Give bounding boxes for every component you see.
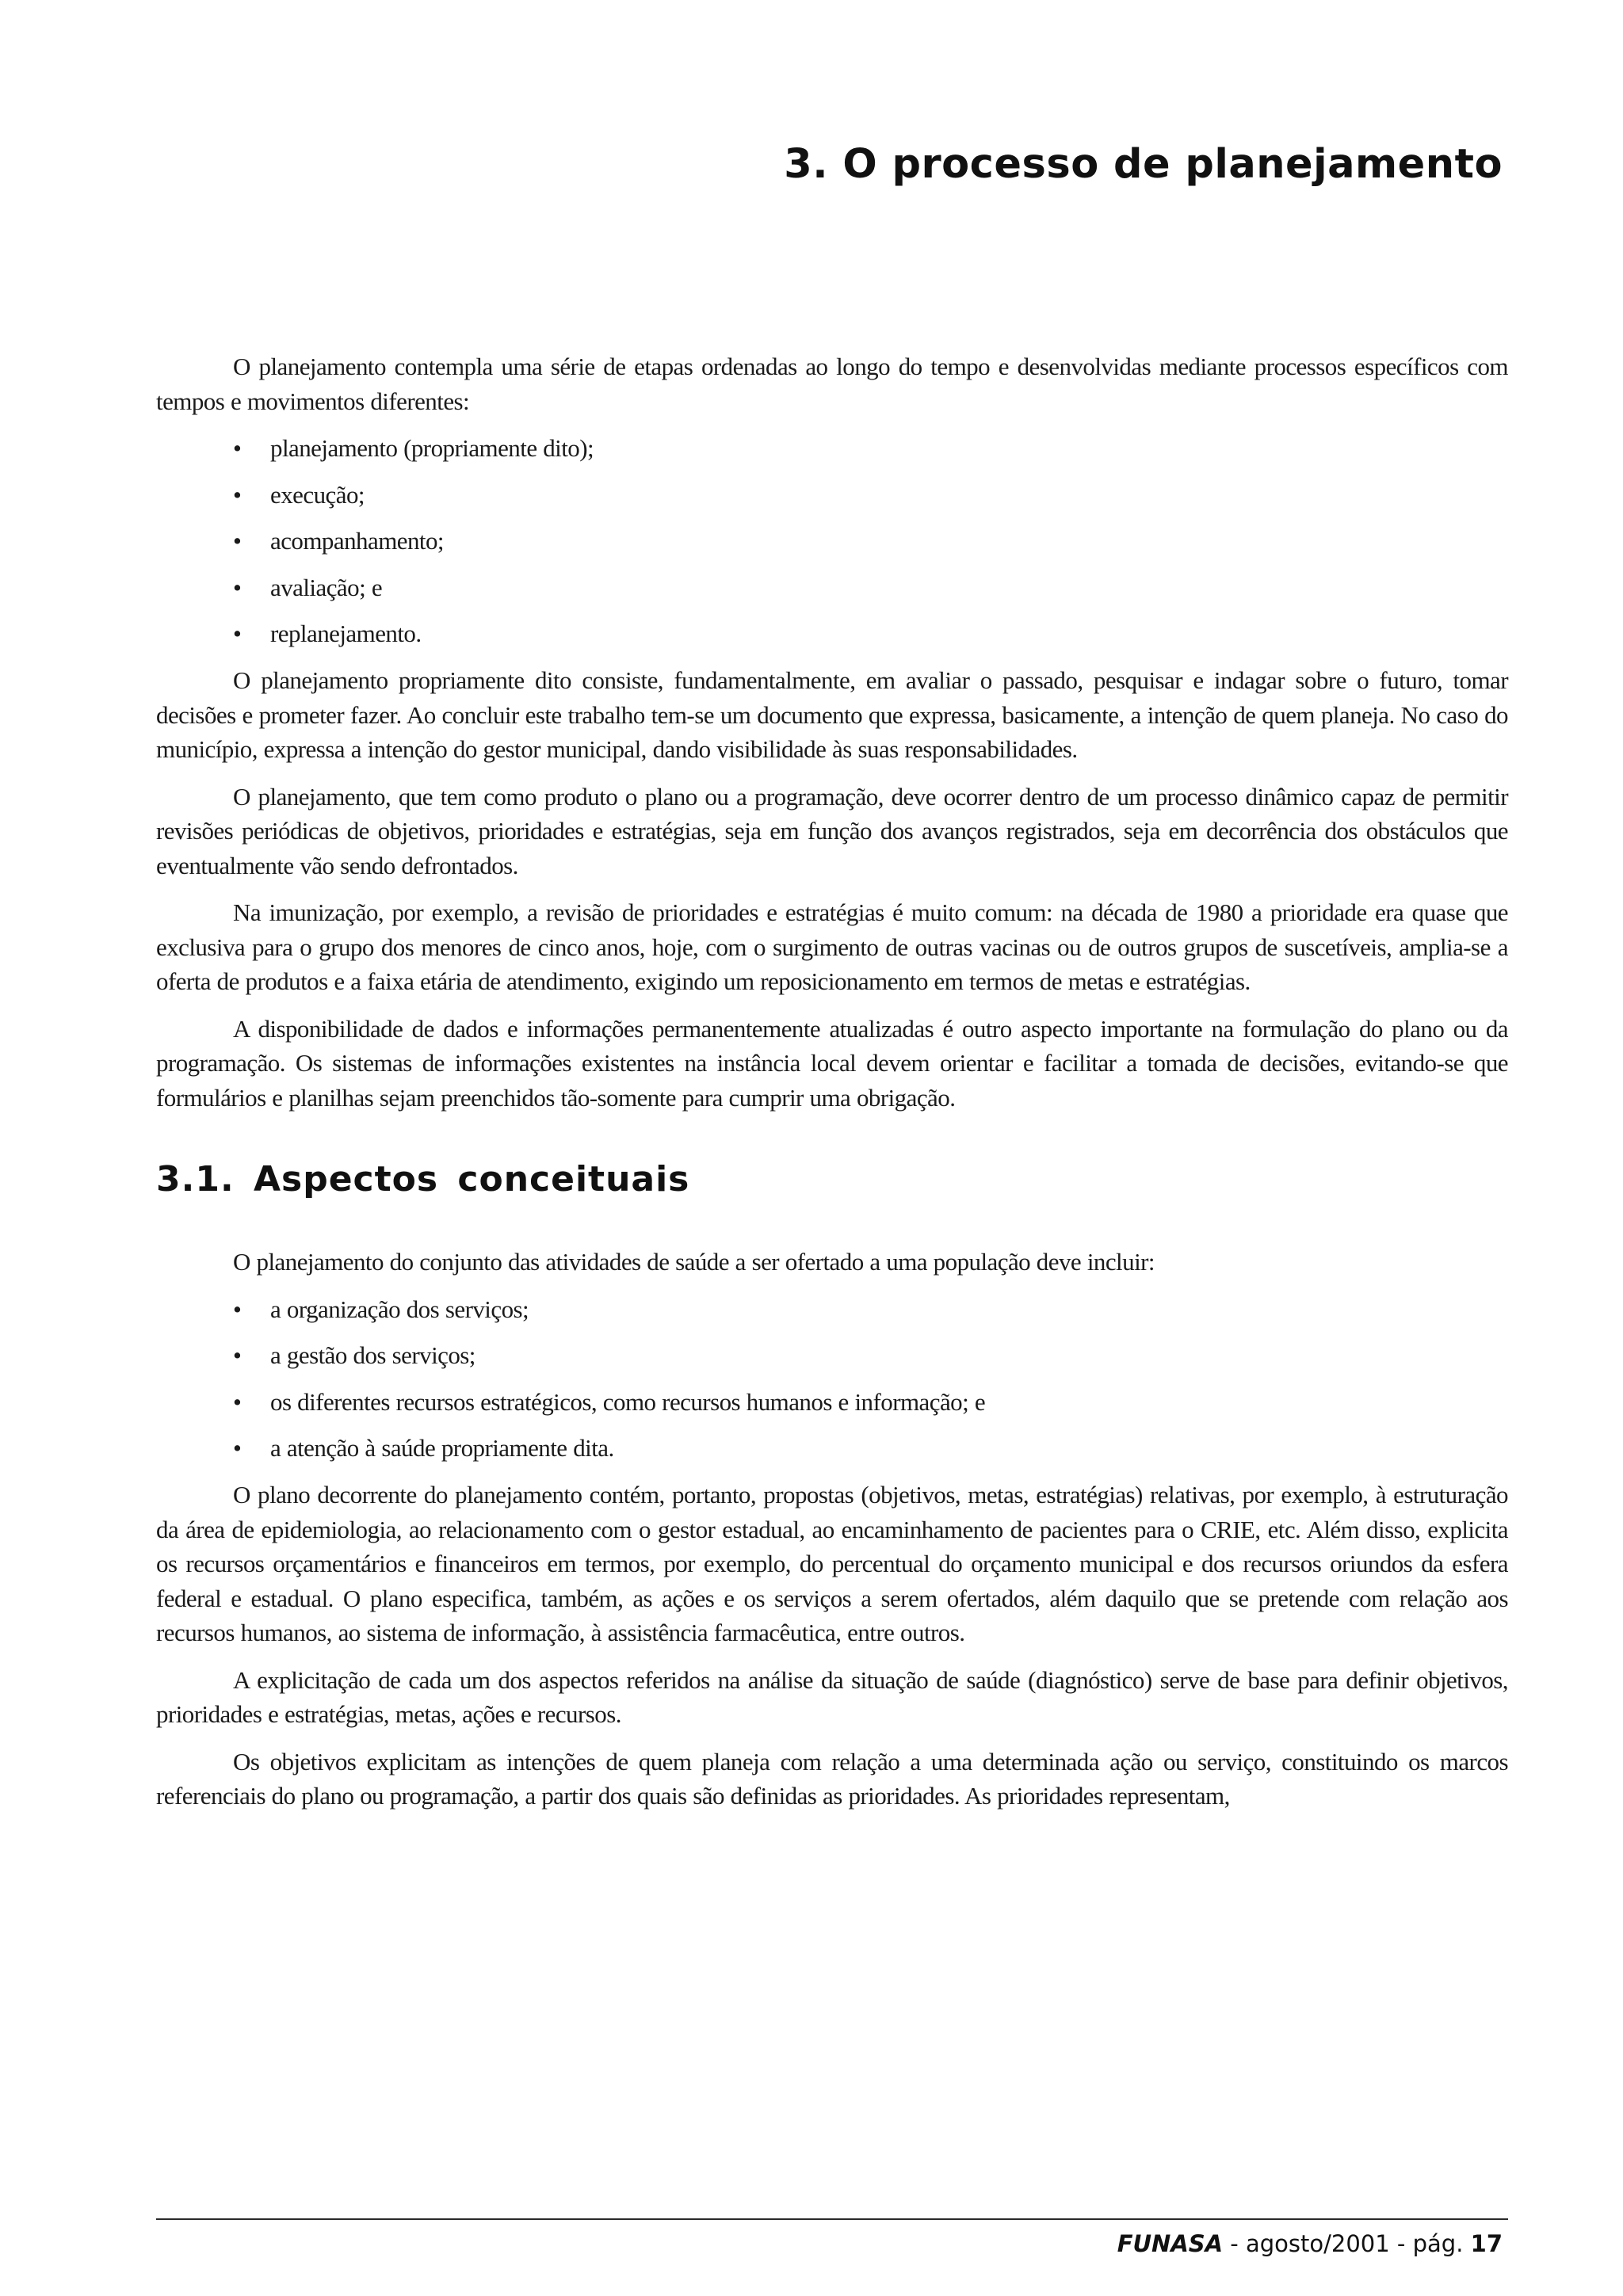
page-footer (1117, 2228, 1503, 2260)
section-intro-paragraph: O planejamento do conjunto das atividades de saúde a ser ofertado a uma população deve incluir: (233, 1248, 1155, 1276)
list-item (233, 1385, 1508, 1419)
bullet-icon: • (233, 1434, 242, 1462)
paragraph: O planejamento, que tem como produto o plano ou a programação, deve ocorrer dentro de um processo dinâmico capaz de permitir revisões periódicas de objetivos, prioridades e estratégias, seja em função dos avanços registrados, seja em decorrência dos obstáculos que eventualmente vão sendo defrontados. (156, 782, 1508, 879)
list-item (233, 616, 1508, 650)
footer-org: FUNASA (1117, 2230, 1224, 2257)
body-text (156, 349, 1508, 1826)
bullet-icon: • (233, 620, 242, 647)
list-item-text: a gestão dos serviços; (270, 1341, 475, 1369)
footer-divider (156, 2218, 1508, 2220)
list-item-text: os diferentes recursos estratégicos, como recursos humanos e informação; e (270, 1387, 986, 1416)
list-item (233, 570, 1508, 605)
stages-list (156, 431, 1508, 650)
bullet-icon: • (233, 527, 242, 555)
paragraph: A explicitação de cada um dos aspectos referidos na análise da situação de saúde (diagnóstico) serve de base para definir objetivos, prioridades e estratégias, metas, ações e recursos. (156, 1665, 1508, 1728)
list-item-text: a atenção à saúde propriamente dita. (270, 1434, 614, 1462)
list-item-text: replanejamento. (270, 620, 422, 647)
planning-items-list (156, 1292, 1508, 1466)
footer-date: - agosto/2001 - pág. (1223, 2230, 1471, 2257)
list-item-text: a organização dos serviços; (270, 1295, 529, 1323)
list-item (233, 1338, 1508, 1372)
list-item (233, 524, 1508, 558)
bullet-icon: • (233, 573, 242, 601)
intro-paragraph: O planejamento contempla uma série de etapas ordenadas ao longo do tempo e desenvolvidas mediante processos específicos com tempos e movimentos diferentes: (156, 353, 1508, 415)
list-item-text: acompanhamento; (270, 527, 444, 555)
list-item-text: execução; (270, 480, 365, 509)
paragraph: O planejamento propriamente dito consiste, fundamentalmente, em avaliar o passado, pesquisar e indagar sobre o futuro, tomar decisões e prometer fazer. Ao concluir este trabalho tem-se um documento que expressa, basicamente, a intenção de quem planeja. No caso do município, expressa a intenção do gestor municipal, dando visibilidade às suas responsabilidades. (156, 666, 1508, 763)
paragraph: A disponibilidade de dados e informações permanentemente atualizadas é outro aspecto importante na formulação do plano ou da programação. Os sistemas de informações existentes na instância local devem orientar e facilitar a tomada de decisões, evitando-se que formulários e planilhas sejam preenchidos tão-somente para cumprir uma obrigação. (156, 1014, 1508, 1112)
bullet-icon: • (233, 1295, 242, 1323)
page-number: 17 (1470, 2230, 1503, 2257)
chapter-title: 3. O processo de planejamento (784, 141, 1503, 188)
list-item (233, 1292, 1508, 1326)
list-item (233, 431, 1508, 465)
bullet-icon: • (233, 1341, 242, 1369)
list-item-text: planejamento (propriamente dito); (270, 434, 594, 462)
bullet-icon: • (233, 1387, 242, 1416)
paragraph: Os objetivos explicitam as intenções de quem planeja com relação a uma determinada ação ou serviço, constituindo os marcos referenciais do plano ou programação, a partir dos quais são definidas as prioridades. As prioridades representam, (156, 1747, 1508, 1810)
list-item-text: avaliação; e (270, 573, 383, 601)
list-item (233, 478, 1508, 512)
list-item (233, 1431, 1508, 1465)
bullet-icon: • (233, 434, 242, 462)
section-title: 3.1. Aspectos conceituais (156, 1159, 690, 1199)
paragraph: Na imunização, por exemplo, a revisão de prioridades e estratégias é muito comum: na década de 1980 a prioridade era quase que exclusiva para o grupo dos menores de cinco anos, hoje, com o surgimento de outras vacinas ou de outros grupos de suscetíveis, amplia-se a oferta de produtos e a faixa etária de atendimento, exigindo um reposicionamento em termos de metas e estratégias. (156, 898, 1508, 995)
bullet-icon: • (233, 480, 242, 509)
paragraph: O plano decorrente do planejamento contém, portanto, propostas (objetivos, metas, estratégias) relativas, por exemplo, à estruturação da área de epidemiologia, ao relacionamento com o gestor estadual, ao encaminhamento de pacientes para o CRIE, etc. Além disso, explicita os recursos orçamentários e financeiros em termos, por exemplo, do percentual do orçamento municipal e dos recursos oriundos da esfera federal e estadual. O plano especifica, também, as ações e os serviços a serem ofertados, além daquilo que se pretende com relação aos recursos humanos, ao sistema de informação, à assistência farmacêutica, entre outros. (156, 1481, 1508, 1646)
